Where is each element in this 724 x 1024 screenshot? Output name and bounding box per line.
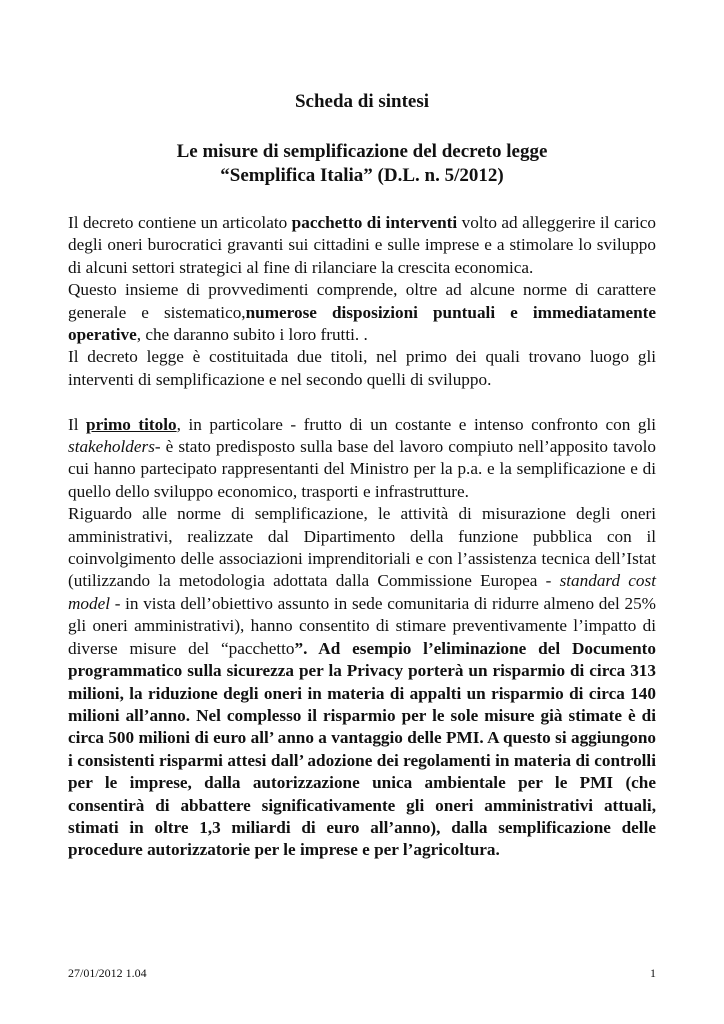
paragraph-gap [68,391,656,413]
paragraph-5-text: Riguardo alle norme di semplificazione, le attività di misurazione degli oneri amministrativi, realizzate dal Dipartimento della funzione pubblica con il coinvolgimento delle associazioni imprenditoriali e con l’assistenza tecnica dell’Istat (utilizzando la metodologia adottata dalla Commissione Europea - [68,504,656,591]
paragraph-1-text: Il decreto contiene un articolato [68,213,292,232]
paragraph-4-text-mid: , in particolare - frutto di un costante e intenso confronto con gli [176,414,656,434]
paragraph-4-text: Il [68,414,87,434]
paragraph-1-text-end: volto ad alleggerire il carico degli oneri burocratici gravanti sui cittadini e sulle imprese e a stimolare lo sviluppo di alcuni settori strategici al fine di rilanciare la crescita economica. [68,213,656,277]
paragraph-5-text-mid: - in vista dell’obiettivo assunto in sede comunitaria di ridurre almeno del 25% gli oneri amministrativi), hanno consentito di stimare preventivamente l’impatto di diverse misure del “pacchetto [68,593,656,658]
paragraph-3: Il decreto legge è costituitada due titoli, nel primo dei quali trovano luogo gli interventi di semplificazione e nel secondo quelli di sviluppo. [68,347,656,389]
paragraph-2-text: Questo insieme di provvedimenti comprende, oltre ad alcune norme di carattere generale e sistematico, [68,280,656,322]
paragraph-4-text-end: - è stato predisposto sulla base del lavoro compiuto nell’apposito tavolo cui hanno partecipato rappresentanti del Ministro per la p.a. e la semplificazione e di quello dello sviluppo economico, trasporti e infrastrutture. [68,437,656,501]
document-body [68,212,656,862]
paragraph-4 [68,414,656,504]
paragraph-1 [68,212,656,279]
paragraph-2 [68,279,656,346]
document-heading: Scheda di sintesi [294,91,430,112]
paragraph-1-bold: pacchetto di interventi [291,213,458,232]
document-subtitle-line2: “Semplifica Italia” (D.L. n. 5/2012) [220,165,504,186]
footer-date: 27/01/2012 1.04 [68,966,147,980]
document-subtitle-line1: Le misure di semplificazione del decreto legge [176,141,548,162]
paragraph-5-bold: ”. Ad esempio l’eliminazione del Documento programmatico sulla sicurezza per la Privacy porterà un risparmio di circa 313 milioni, la riduzione degli oneri in materia di appalti un risparmio di circa 140 milioni all’anno. Nel complesso il risparmio per le sole misure già stimate è di circa 500 milioni di euro all’ anno a vantaggio delle PMI. A questo si aggiungono i consistenti risparmi attesi dall’ adozione dei regolamenti in materia di controlli per le imprese, dalla autorizzazione unica ambientale per le PMI (che consentirà di abbattere significativamente gli oneri amministrativi attuali, stimati in oltre 1,3 miliardi di euro all’anno), dalla semplificazione delle procedure autorizzatorie per le imprese e per l’agricoltura. [68,638,656,860]
paragraph-2-text-end: , che daranno subito i loro frutti. . [136,325,368,345]
paragraph-5 [68,503,656,862]
footer-page-number: 1 [650,966,656,980]
paragraph-4-bold-underlined: primo titolo [86,414,177,434]
paragraph-4-italic: stakeholders [68,437,155,457]
paragraph-5-italic: standard cost model [68,571,656,613]
paragraph-2-bold: numerose disposizioni puntuali e immediatamente operative [68,302,656,345]
